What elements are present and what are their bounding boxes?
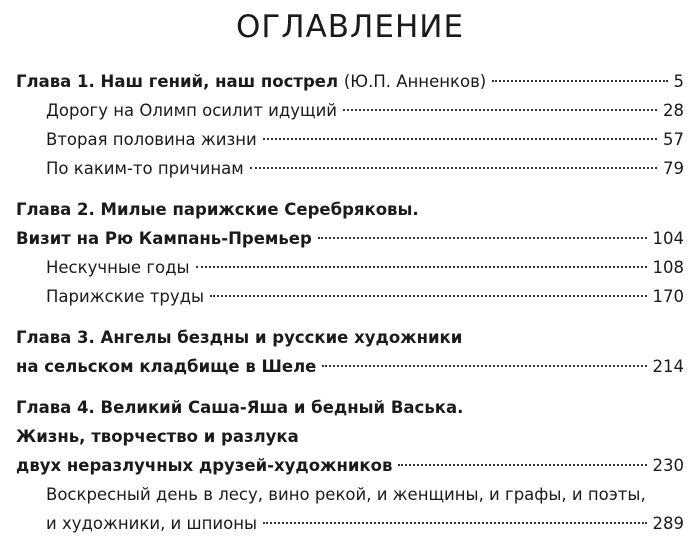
subsection-title: Парижские труды (46, 287, 205, 306)
page-number: 57 (663, 130, 684, 149)
page-number: 108 (652, 258, 684, 277)
toc-subsection[interactable] (46, 154, 684, 183)
page-number: 230 (652, 456, 684, 475)
subsection-title: Дорогу на Олимп осилит идущий (46, 101, 338, 120)
leader-dots (343, 109, 657, 111)
subsection-title: Вторая половина жизни (46, 130, 257, 149)
toc-chapter-heading[interactable] (16, 224, 684, 253)
subsection-title: и художники, и шпионы (46, 514, 258, 533)
page-number: 104 (652, 229, 684, 248)
subsection-title: По каким-то причинам (46, 159, 244, 178)
chapter-title: Визит на Рю Кампань-Премьер (16, 229, 312, 248)
toc-chapter-heading[interactable] (16, 67, 684, 96)
page-title: ОГЛАВЛЕНИЕ (235, 9, 465, 45)
leader-dots (263, 522, 646, 524)
chapter-title: двух неразлучных друзей-художников (16, 456, 393, 475)
leader-dots (250, 167, 657, 169)
page-number: 5 (673, 72, 684, 91)
subsection-list (16, 96, 684, 183)
chapter-heading-lines (16, 195, 684, 224)
toc-chapter-1 (16, 67, 684, 183)
toc-chapter-heading[interactable] (16, 352, 684, 381)
chapter-heading-lines (16, 323, 684, 352)
toc-subsection[interactable] (46, 253, 684, 282)
page-number: 28 (663, 101, 684, 120)
toc-chapter-heading[interactable] (16, 451, 684, 480)
chapter-title: на сельском кладбище в Шеле (16, 357, 317, 376)
subsection-title-line[interactable]: Воскресный день в лесу, вино рекой, и женщины, и графы, и поэты, (46, 485, 646, 504)
page-number: 79 (663, 159, 684, 178)
page-number: 170 (652, 287, 684, 306)
leader-dots (492, 80, 667, 82)
leader-dots (196, 266, 647, 268)
toc-subsection[interactable] (46, 509, 684, 538)
chapter-heading-line[interactable]: Глава 4. Великий Саша-Яша и бедный Васька. (16, 398, 464, 417)
chapter-heading-line[interactable]: Глава 3. Ангелы бездны и русские художники (16, 328, 463, 347)
page-number: 214 (652, 357, 684, 376)
toc-chapter-4 (16, 393, 684, 538)
chapter-heading-line[interactable]: Глава 2. Милые парижские Серебряковы. (16, 200, 419, 219)
toc-subsection[interactable] (46, 96, 684, 125)
toc-subsection[interactable] (46, 125, 684, 154)
chapter-title: Глава 1. Наш гений, наш пострел (Ю.П. Анненков) (16, 72, 487, 91)
leader-dots (210, 295, 646, 297)
subsection-title: Нескучные годы (46, 258, 190, 277)
toc-subsection[interactable] (46, 282, 684, 311)
toc-chapter-3 (16, 323, 684, 381)
toc-chapter-2 (16, 195, 684, 311)
leader-dots (263, 138, 657, 140)
subsection-list (16, 253, 684, 311)
chapter-heading-lines (16, 393, 684, 451)
toc-entries (16, 67, 684, 538)
page-number: 289 (652, 514, 684, 533)
chapter-author: (Ю.П. Анненков) (343, 72, 487, 91)
subsection-list (16, 480, 684, 538)
leader-dots (398, 464, 646, 466)
leader-dots (322, 365, 646, 367)
chapter-heading-line[interactable]: Жизнь, творчество и разлука (16, 427, 299, 446)
leader-dots (318, 237, 647, 239)
